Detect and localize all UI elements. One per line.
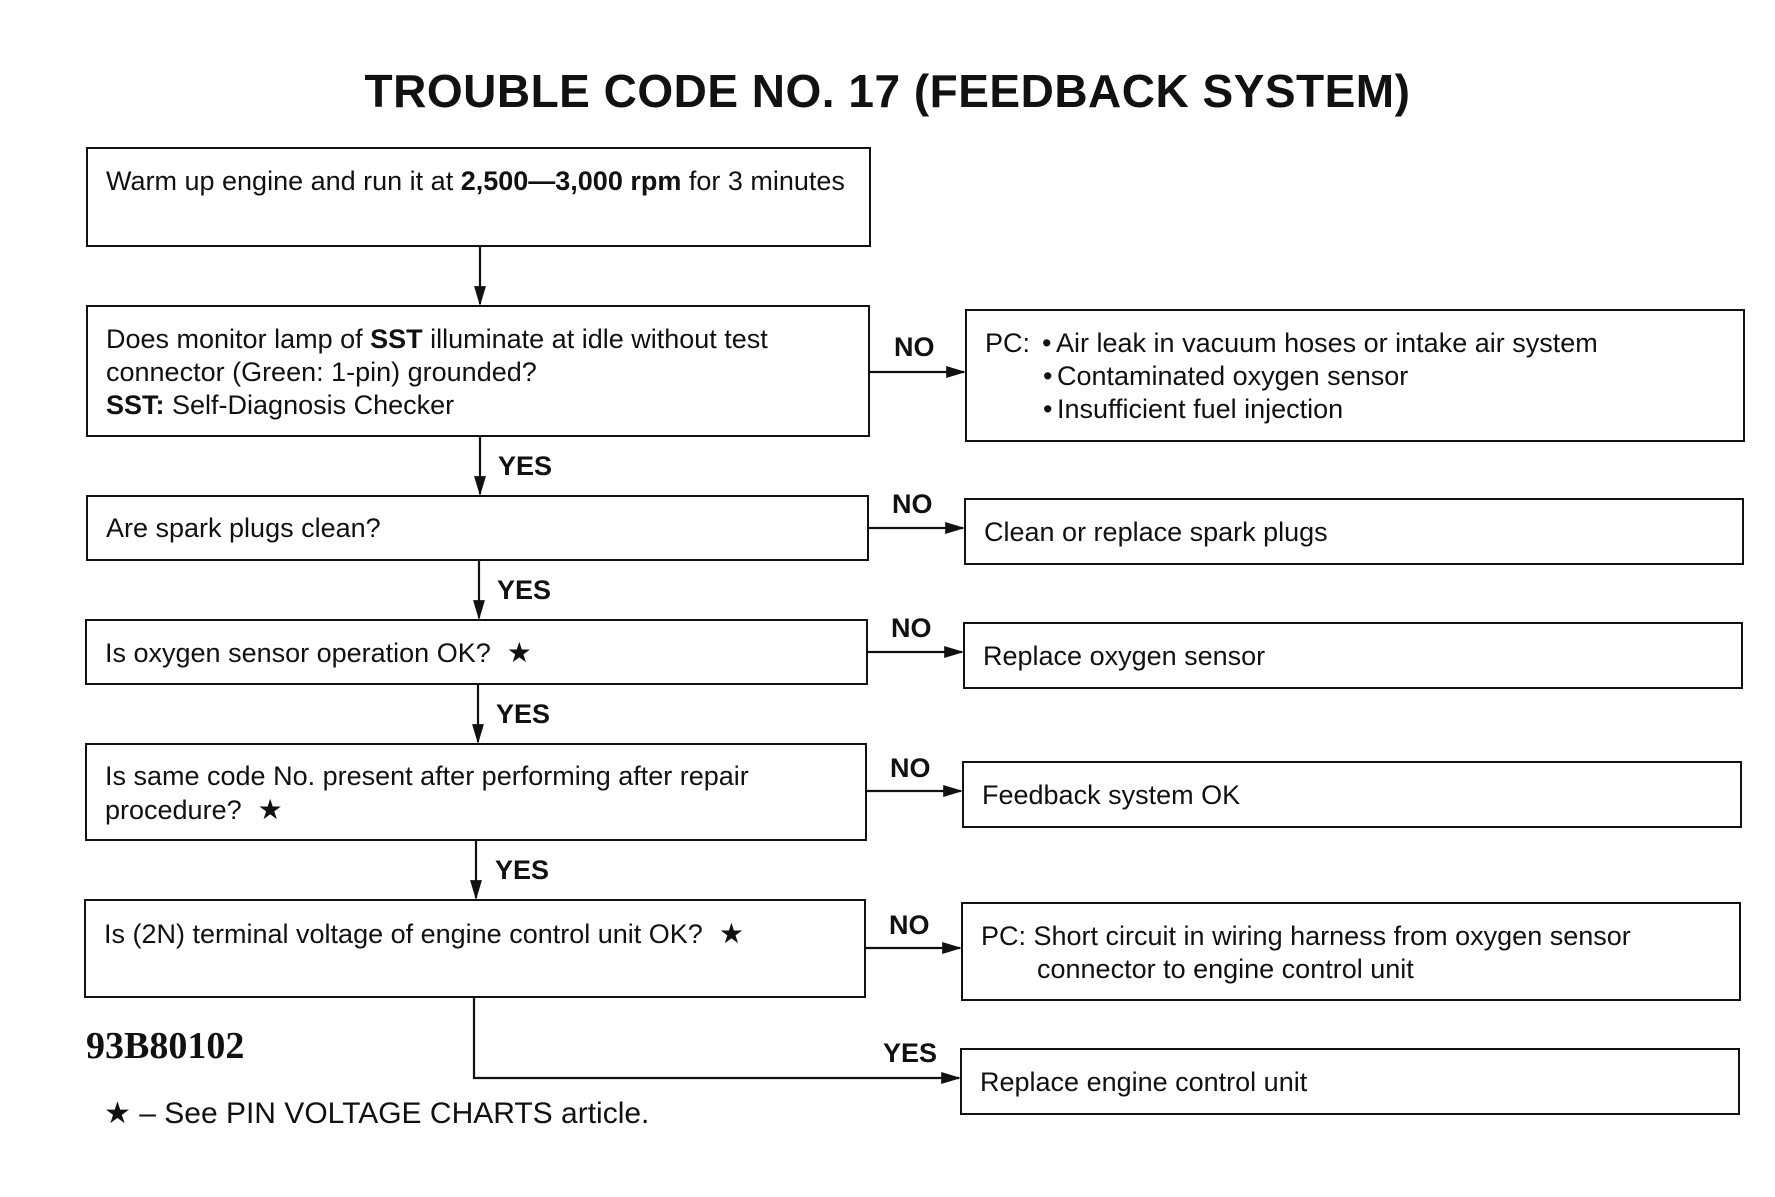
- step-monitor-lamp: [86, 305, 870, 437]
- step-monitor-lamp-sst-label: SST:: [106, 390, 165, 420]
- step-spark-plugs: [86, 495, 869, 561]
- step-warm-up-post: for 3 minutes: [681, 166, 845, 196]
- result-feedback-ok-text: Feedback system OK: [982, 780, 1241, 810]
- step-warm-up-pre: Warm up engine and run it at: [106, 166, 461, 196]
- bullet-icon: •: [1043, 361, 1053, 391]
- result-pc-item: Insufficient fuel injection: [1057, 394, 1344, 424]
- result-clean-plugs: [964, 498, 1744, 565]
- result-short-circuit-l1: PC: Short circuit in wiring harness from oxygen sensor: [981, 921, 1631, 951]
- result-pc-prefix: PC:: [985, 328, 1031, 358]
- bullet-icon: •: [1042, 328, 1052, 358]
- step-same-code-l2: procedure?: [105, 795, 242, 825]
- footnote: ★ – See PIN VOLTAGE CHARTS article.: [104, 1097, 650, 1130]
- star-icon: ★: [257, 794, 283, 825]
- step-warm-up-rpm: 2,500—3,000 rpm: [460, 166, 682, 196]
- star-icon: ★: [506, 637, 532, 668]
- no-label: NO: [891, 613, 932, 643]
- result-replace-ecu-text: Replace engine control unit: [980, 1067, 1308, 1097]
- step-same-code: [85, 743, 867, 841]
- no-label: NO: [892, 489, 933, 519]
- yes-label: YES: [498, 451, 553, 481]
- result-pc-item: Contaminated oxygen sensor: [1057, 361, 1409, 391]
- step-terminal-voltage: [84, 899, 866, 998]
- step-spark-plugs-text: Are spark plugs clean?: [106, 513, 381, 543]
- step-monitor-lamp-sst-desc: Self-Diagnosis Checker: [164, 390, 455, 420]
- result-replace-ecu: [960, 1048, 1740, 1115]
- step-terminal-voltage-text: Is (2N) terminal voltage of engine control unit OK?: [104, 919, 703, 949]
- step-same-code-l1: Is same code No. present after performing after repair: [105, 761, 749, 791]
- step-monitor-lamp-sst: SST: [370, 324, 423, 354]
- yes-label: YES: [883, 1038, 938, 1068]
- step-oxygen-sensor: [85, 619, 868, 685]
- result-replace-oxygen-sensor-text: Replace oxygen sensor: [983, 641, 1266, 671]
- result-clean-plugs-text: Clean or replace spark plugs: [984, 517, 1328, 547]
- yes-label: YES: [496, 699, 551, 729]
- result-replace-oxygen-sensor: [963, 622, 1743, 689]
- result-short-circuit-l2: connector to engine control unit: [1037, 954, 1414, 984]
- document-id: 93B80102: [86, 1025, 245, 1067]
- yes-label: YES: [495, 855, 550, 885]
- yes-label: YES: [497, 575, 552, 605]
- no-label: NO: [890, 753, 931, 783]
- step-monitor-lamp-l1-pre: Does monitor lamp of: [106, 324, 371, 354]
- bullet-icon: •: [1043, 394, 1053, 424]
- step-warm-up: [86, 147, 871, 247]
- no-label: NO: [889, 910, 930, 940]
- result-short-circuit: [961, 902, 1741, 1001]
- step-oxygen-sensor-text: Is oxygen sensor operation OK?: [105, 638, 491, 668]
- chart-title: TROUBLE CODE NO. 17 (FEEDBACK SYSTEM): [364, 65, 1411, 117]
- result-pc-item: Air leak in vacuum hoses or intake air system: [1056, 328, 1598, 358]
- star-icon: ★: [718, 918, 744, 949]
- result-possible-causes-1: [965, 309, 1745, 442]
- step-monitor-lamp-l1-post: illuminate at idle without test: [422, 324, 768, 354]
- result-feedback-ok: [962, 761, 1742, 828]
- no-label: NO: [894, 332, 935, 362]
- step-monitor-lamp-l2: connector (Green: 1-pin) grounded?: [106, 357, 537, 387]
